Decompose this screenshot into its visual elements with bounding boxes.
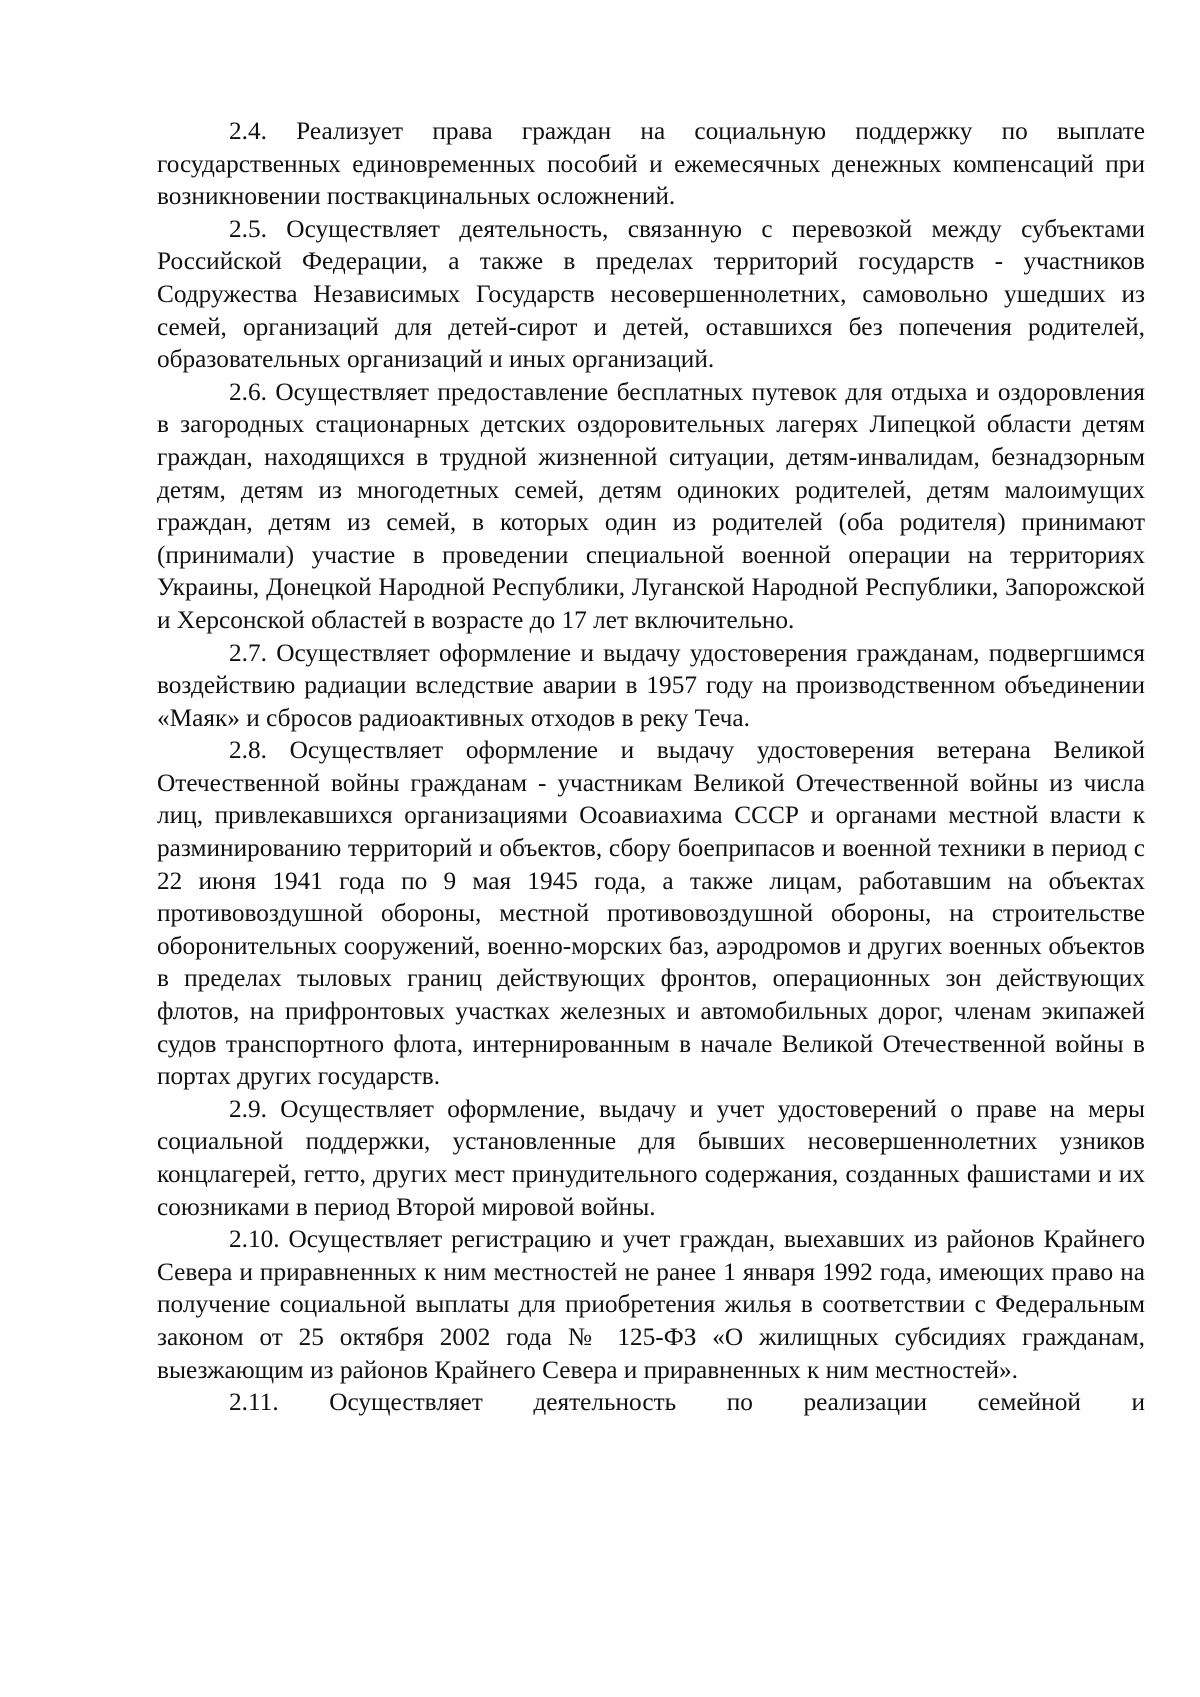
paragraph-2-9: 2.9. Осуществляет оформление, выдачу и учет удостоверений о праве на меры социальной поддержки, установленные для бывших несовершеннолетних узников концлагерей, гетто, других мест принудительного содержания, созданных фашистами и их союзниками в период Второй мировой войны. — [157, 1094, 1145, 1221]
paragraph-2-8: 2.8. Осуществляет оформление и выдачу удостоверения ветерана Великой Отечественной войны гражданам - участникам Великой Отечественной войны из числа лиц, привлекавшихся организациями Осоавиахима СССР и органами местной власти к разминированию территорий и объектов, сбору боеприпасов и военной техники в период с 22 июня 1941 года по 9 мая 1945 года, а также лицам, работавшим на объектах противовоздушной обороны, местной противовоздушной обороны, на строительстве оборонительных сооружений, военно-морских баз, аэродромов и других военных объектов в пределах тыловых границ действующих фронтов, операционных зон действующих флотов, на прифронтовых участках железных и автомобильных дорог, членам экипажей судов транспортного флота, интернированным в начале Великой Отечественной войны в портах других государств. — [157, 736, 1145, 1091]
paragraph-2-11: 2.11. Осуществляет деятельность по реализации семейной и — [229, 1388, 1145, 1417]
paragraph-2-7: 2.7. Осуществляет оформление и выдачу удостоверения гражданам, подвергшимся воздействию радиации вследствие аварии в 1957 году на производственном объединении «Маяк» и сбросов радиоактивных отходов в реку Теча. — [157, 638, 1145, 732]
paragraph-2-6: 2.6. Осуществляет предоставление бесплатных путевок для отдыха и оздоровления в загородных стационарных детских оздоровительных лагерях Липецкой области детям граждан, находящихся в трудной жизненной ситуации, детям-инвалидам, безнадзорным детям, детям из многодетных семей, детям одиноких родителей, детям малоимущих граждан, детям из семей, в которых один из родителей (оба родителя) принимают (принимали) участие в проведении специальной военной операции на территориях Украины, Донецкой Народной Республики, Луганской Народной Республики, Запорожской и Херсонской областей в возрасте до 17 лет включительно. — [157, 377, 1145, 634]
document-body — [157, 115, 1145, 1419]
paragraph-2-4: 2.4. Реализует права граждан на социальную поддержку по выплате государственных единовременных пособий и ежемесячных денежных компенсаций при возникновении поствакцинальных осложнений. — [157, 117, 1145, 211]
paragraph-2-5: 2.5. Осуществляет деятельность, связанную с перевозкой между субъектами Российской Федерации, а также в пределах территорий государств - участников Содружества Независимых Государств несовершеннолетних, самовольно ушедших из семей, организаций для детей-сирот и детей, оставшихся без попечения родителей, образовательных организаций и иных организаций. — [157, 214, 1145, 374]
paragraph-2-10: 2.10. Осуществляет регистрацию и учет граждан, выехавших из районов Крайнего Севера и приравненных к ним местностей не ранее 1 января 1992 года, имеющих право на получение социальной выплаты для приобретения жилья в соответствии с Федеральным законом от 25 октября 2002 года № 125-ФЗ «О жилищных субсидиях гражданам, выезжающим из районов Крайнего Севера и приравненных к ним местностей». — [157, 1225, 1145, 1384]
